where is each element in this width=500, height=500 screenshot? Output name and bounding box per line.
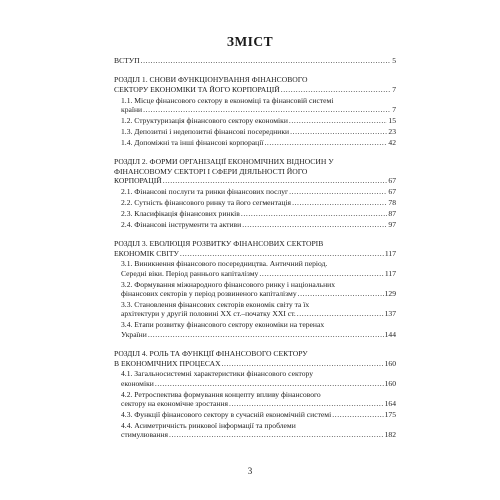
toc-page-number: 67 (388, 186, 396, 196)
toc-entry-text: 3.4. Етапи розвитку фінансового сектору економіки на теренах (121, 320, 325, 330)
toc-entry-text: сектору на економічне зростання (121, 399, 228, 409)
toc-line (121, 289, 396, 298)
toc-entry-text: 2.2. Сутність фінансового ринку та його сегментація (121, 197, 292, 207)
toc-leader-dots (229, 399, 384, 408)
toc-page-number: 160 (384, 378, 396, 388)
toc-entry-text: РОЗДІЛ 1. СНОВИ ФУНКЦІОНУВАННЯ ФІНАНСОВОГО (114, 75, 308, 85)
page-number: 3 (247, 466, 253, 476)
toc-entry-text: 1.1. Місце фінансового сектору в економіці та фінансовій системі (121, 95, 334, 105)
toc-page-number: 97 (388, 219, 396, 229)
toc-section-1-2[interactable] (114, 116, 396, 125)
toc-entry-text: РОЗДІЛ 3. ЕВОЛЮЦІЯ РОЗВИТКУ ФІНАНСОВИХ СЕКТОРІВ (114, 239, 324, 249)
toc-entry-text: КОРПОРАЦІЙ (114, 176, 162, 186)
page-title: ЗМІСТ (226, 34, 274, 49)
toc-entry-text: 3.1. Виникнення фінансового посередництва. Античний період. (121, 259, 328, 269)
toc-entry-text: РОЗДІЛ 2. ФОРМИ ОРГАНІЗАЦІЇ ЕКОНОМІЧНИХ ВІДНОСИН У (114, 157, 334, 167)
toc-entry-text: 4.2. Ретроспектива формування концепту впливу фінансового (121, 389, 321, 399)
toc-line (121, 209, 396, 218)
toc-entry-text: ФІНАНСОВОМУ СЕКТОРІ І СФЕРИ ДІЯЛЬНОСТІ ЙОГО (114, 166, 308, 176)
toc-line (121, 105, 396, 114)
toc-leader-dots (264, 138, 387, 147)
toc-section-2-3[interactable] (114, 209, 396, 218)
toc-page-number: 42 (388, 137, 396, 147)
toc-page-number: 182 (384, 430, 396, 440)
toc-entry-text: РОЗДІЛ 4. РОЛЬ ТА ФУНКЦІЇ ФІНАНСОВОГО СЕКТОРУ (114, 349, 308, 359)
toc-entry-text: Середні віки. Період раннього капіталізму (121, 268, 259, 278)
toc-page-number: 117 (384, 268, 396, 278)
toc-leader-dots (332, 410, 383, 419)
toc-line (121, 269, 396, 278)
toc-line (121, 309, 396, 318)
toc-section-1-4[interactable] (114, 138, 396, 147)
toc-leader-dots (143, 105, 391, 114)
toc-leader-dots (141, 56, 392, 65)
toc-section-1-1[interactable] (114, 96, 396, 115)
toc-entry-text: 1.3. Депозитні і недепозитні фінансові посередники (121, 126, 290, 136)
toc-section-4-1[interactable] (114, 369, 396, 388)
toc-leader-dots (290, 127, 387, 136)
toc-page-number: 7 (392, 84, 396, 94)
toc-page-number: 78 (388, 197, 396, 207)
toc-leader-dots (298, 289, 384, 298)
toc-entry-text: ЕКОНОМІК СВІТУ (114, 248, 179, 258)
toc-page-number: 129 (384, 289, 396, 299)
toc-leader-dots (169, 430, 384, 439)
toc-entry-label: ВСТУП (114, 56, 140, 65)
toc-line (121, 430, 396, 439)
toc-entry-text: 2.1. Фінансові послуги та ринки фінансових послуг (121, 186, 289, 196)
toc-line (114, 249, 396, 258)
toc-line (121, 187, 396, 196)
toc-line (114, 56, 396, 65)
toc-entry-text: В ЕКОНОМІЧНИХ ПРОЦЕСАХ (114, 358, 221, 368)
toc-section-2-4[interactable] (114, 220, 396, 229)
toc-line (121, 330, 396, 339)
toc-entry-text: 3.2. Формування міжнародного фінансового ринку і національних (121, 279, 335, 289)
toc-leader-dots (163, 176, 388, 185)
toc-section-3-2[interactable] (114, 280, 396, 299)
toc-page-number: 23 (388, 126, 396, 136)
toc-leader-dots (297, 309, 384, 318)
toc-leader-dots (222, 359, 384, 368)
toc-entry-text: архітектури у другій половині XX ст.–початку XXI ст. (121, 309, 296, 319)
toc-page-number: 87 (388, 208, 396, 218)
toc-leader-dots (289, 116, 388, 125)
toc-page-number: 160 (384, 358, 396, 368)
toc-entry-text: стимулювання (121, 430, 168, 440)
toc-page-number: 144 (384, 329, 396, 339)
toc-entry-text: фінансових секторів у період розвиненого капіталізму (121, 289, 297, 299)
toc-chapter-2[interactable] (114, 157, 396, 185)
toc-page-number: 117 (384, 248, 396, 258)
toc-section-4-2[interactable] (114, 390, 396, 409)
table-of-contents (114, 56, 396, 440)
toc-entry-text: 4.4. Асиметричність ринкової інформації та проблеми (121, 421, 296, 430)
toc-leader-dots (155, 379, 384, 388)
toc-leader-dots (292, 198, 387, 207)
toc-section-4-4[interactable] (114, 421, 396, 440)
toc-line (121, 198, 396, 207)
toc-entry-text: 1.2. Структуризація фінансового сектору економіки (121, 116, 288, 126)
toc-page-number: 5 (392, 56, 396, 65)
toc-page-number: 7 (392, 105, 396, 115)
toc-leader-dots (241, 209, 388, 218)
toc-entry-text: економіки (121, 378, 154, 388)
toc-chapter-3[interactable] (114, 239, 396, 258)
toc-entry-text: 4.3. Функції фінансового сектору в сучасній економічній системі (121, 410, 332, 420)
toc-leader-dots (289, 187, 387, 196)
toc-line (121, 410, 396, 419)
toc-leader-dots (180, 249, 384, 258)
toc-entry-text: країни (121, 105, 143, 115)
toc-page-number: 164 (384, 399, 396, 409)
toc-page-number: 15 (388, 116, 396, 126)
toc-entry-text: СЕКТОРУ ЕКОНОМІКИ ТА ЙОГО КОРПОРАЦІЙ (114, 84, 280, 94)
toc-entry-text: України (121, 329, 147, 339)
toc-entry-text: 2.4. Фінансові інструменти та активи (121, 219, 242, 229)
toc-entry-text: 3.3. Становлення фінансових секторів економік світу та їх (121, 300, 310, 310)
toc-section-1-3[interactable] (114, 127, 396, 136)
toc-section-3-3[interactable] (114, 300, 396, 319)
toc-leader-dots (281, 85, 391, 94)
toc-chapter-4[interactable] (114, 349, 396, 368)
toc-leader-dots (148, 330, 384, 339)
toc-line (114, 359, 396, 368)
toc-line (121, 116, 396, 125)
toc-entry-text: 1.4. Допоміжні та інші фінансові корпорації (121, 137, 264, 147)
toc-section-2-1[interactable] (114, 187, 396, 196)
toc-line (121, 220, 396, 229)
toc-section-2-2[interactable] (114, 198, 396, 207)
toc-line (121, 127, 396, 136)
toc-section-3-4[interactable] (114, 320, 396, 339)
toc-leader-dots (259, 269, 384, 278)
toc-leader-dots (242, 220, 387, 229)
toc-page-number: 175 (384, 410, 396, 420)
toc-chapter-1[interactable] (114, 75, 396, 94)
toc-line (121, 379, 396, 388)
toc-line (121, 138, 396, 147)
toc-entry-intro[interactable] (114, 56, 396, 65)
toc-line (114, 176, 396, 185)
toc-page-number: 67 (388, 176, 396, 186)
toc-page-number: 137 (384, 309, 396, 319)
toc-line (114, 85, 396, 94)
toc-entry-text: 2.3. Класифікація фінансових ринків (121, 208, 240, 218)
toc-line (121, 399, 396, 408)
toc-section-3-1[interactable] (114, 259, 396, 278)
toc-section-4-3[interactable] (114, 410, 396, 419)
toc-entry-text: 4.1. Загальносистемні характеристики фінансового сектору (121, 369, 314, 379)
